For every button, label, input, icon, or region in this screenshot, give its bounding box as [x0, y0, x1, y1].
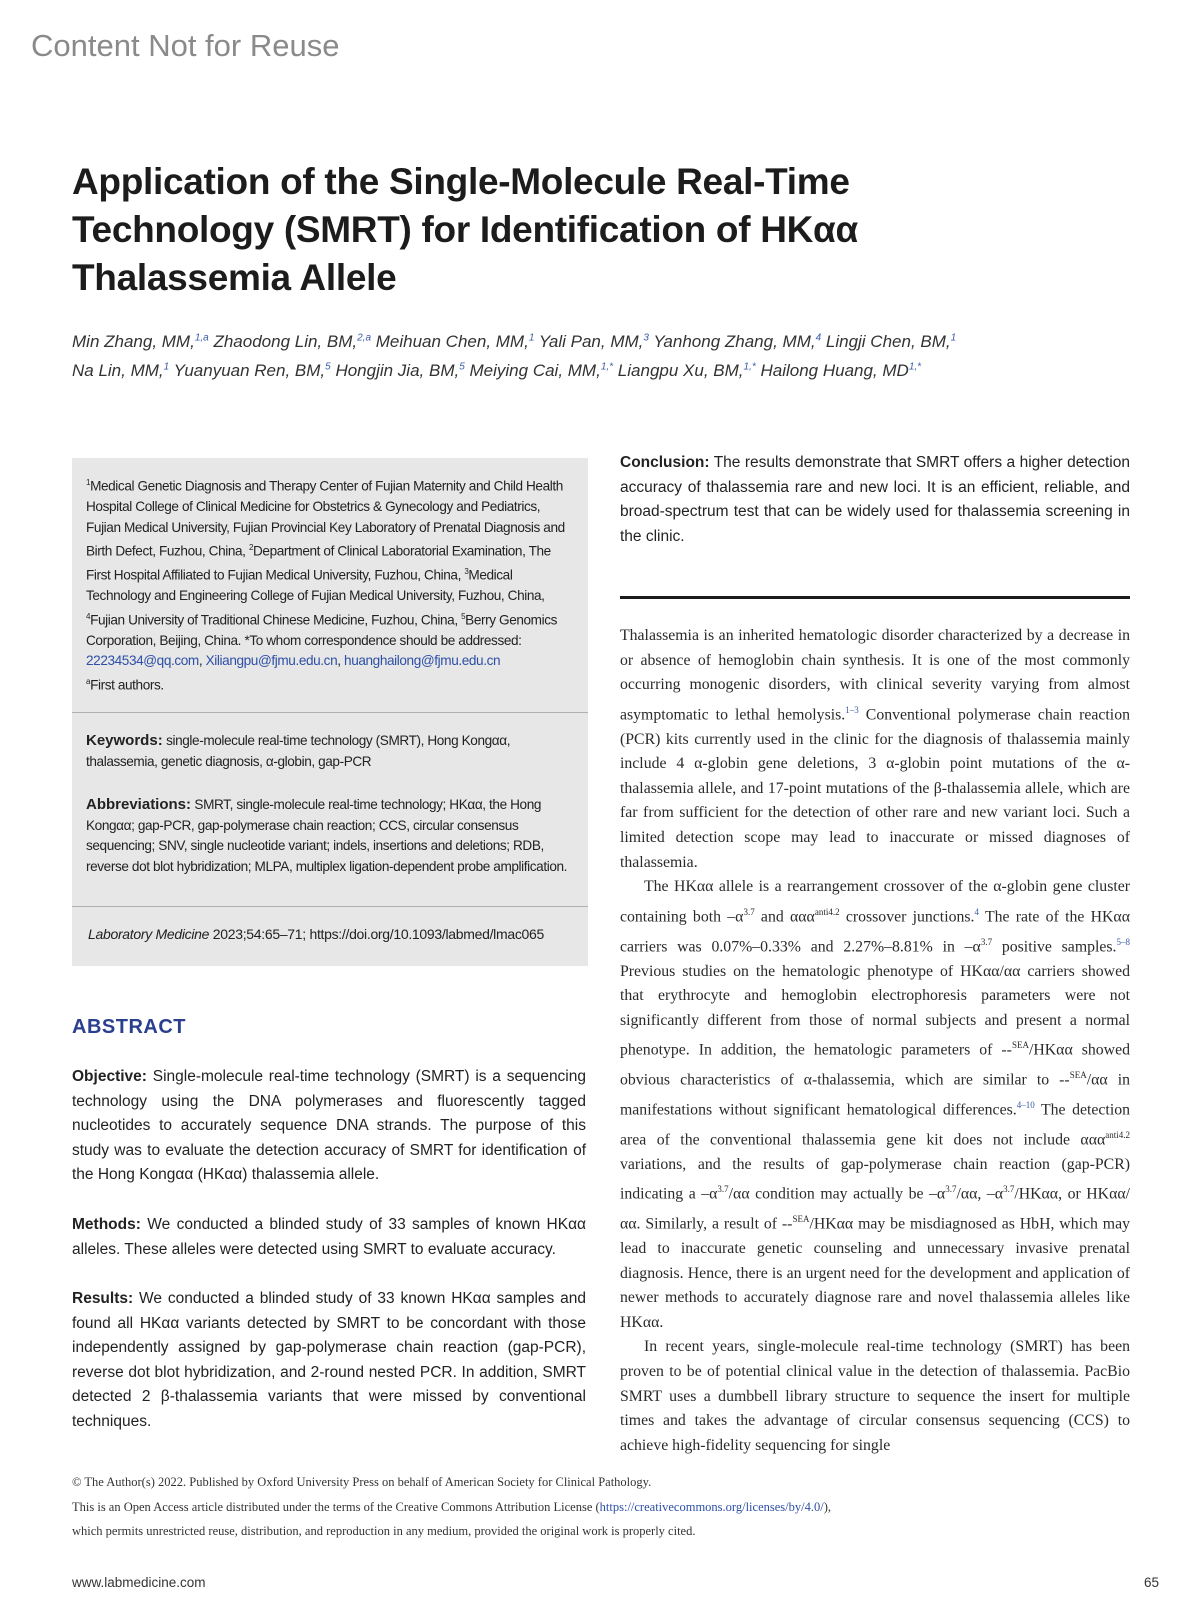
info-divider: [72, 906, 588, 907]
author: Liangpu Xu, BM,$^{1,*}$: [617, 361, 756, 381]
author-list: [72, 325, 1132, 384]
abstract-methods: Methods: We conducted a blinded study of 33 samples of known HKαα alleles. These alleles were detected using SMRT to evaluate accuracy.: [72, 1216, 586, 1258]
author: Yuanyuan Ren, BM,$^5$: [173, 361, 331, 381]
watermark: Content Not for Reuse: [31, 28, 340, 63]
author: Meiying Cai, MM,$^{1,*}$: [469, 361, 614, 381]
author: Yanhong Zhang, MM,$^4$: [653, 331, 822, 351]
author: Na Lin, MM,$^1$: [72, 361, 170, 381]
abstract-objective: Objective: Single-molecule real-time technology (SMRT) is a sequencing technology using the DNA polymerases and fluorescently tagged nucleotides to accurately sequence DNA strands. The purpose of this study was to evaluate the detection accuracy of SMRT for identification of the Hong Kongαα (HKαα) thalassemia allele.: [72, 1068, 586, 1184]
abbreviations: Abbreviations: SMRT, single-molecule real-time technology; HKαα, the Hong Kongαα; gap-PCR, gap-polymerase chain reaction; CCS, circular consensus sequencing; SNV, single nucleotide variant; indels, insertions and deletions; RDB, reverse dot blot hybridization; MLPA, multiplex ligation-dependent probe amplification.: [86, 796, 568, 874]
email-link[interactable]: huanghailong@fjmu.edu.cn: [344, 653, 501, 669]
page-number: 65: [1144, 1575, 1160, 1590]
section-rule: [620, 596, 1130, 599]
citation: Laboratory Medicine 2023;54:65–71; https://doi.org/10.1093/labmed/lmac065: [88, 926, 544, 942]
journal-website: www.labmedicine.com: [72, 1575, 206, 1590]
author: Hailong Huang, $MD^{1,*}$: [760, 361, 922, 381]
body-text: [620, 624, 1130, 1458]
author: Hongjin Jia, BM,$^5$: [335, 361, 465, 381]
copyright-note: © The Author(s) 2022. Published by Oxford University Press on behalf of American Society for Clinical Pathology. This is an Open Access article distributed under the terms of the Creative Commons Attribution License (https://creativecommons.org/licenses/by/4.0/), which permits unrestricted reuse, distribution, and reproduction in any medium, provided the original work is properly cited.: [72, 1475, 831, 1538]
affiliations: $^1$Medical Genetic Diagnosis and Therapy Center of Fujian Maternity and Child Health Hospital College of Clinical Medicine for Obstetrics & Gynecology and Pediatrics, Fujian Medical University, Fujian Provincial Key Laboratory of Prenatal Diagnosis and Birth Defect, Fuzhou, China, $^2$Department of Clinical Laboratorial Examination, The First Hospital Affiliated to Fujian Medical University, Fuzhou, China, $^3$Medical Technology and Engineering College of Fujian Medical University, Fuzhou, China, $^4$Fujian University of Traditional Chinese Medicine, Fuzhou, China, $^5$Berry Genomics Corporation, Beijing, China. *To whom correspondence should be addressed: 22234534@qq.com, Xiliangpu@fjmu.edu.cn, huanghailong@fjmu.edu.cn $^a$First authors.: [86, 478, 565, 693]
info-divider: [72, 712, 588, 713]
body-paragraph: Thalassemia is an inherited hematologic disorder characterized by a decrease in or absence of hemoglobin chain synthesis. It is one of the most commonly occurring monogenic disorders, with clinical severity varying from almost asymptomatic to lethal hemolysis.$^{1-3}$ Conventional polymerase chain reaction (PCR) kits currently used in the clinic for the diagnosis of thalassemia mainly include 4 α-globin gene deletions, 3 α-globin point mutations of the α-thalassemia allele, and 17-point mutations of the β-thalassemia allele, which are far from sufficient for the detection of other rare and new variant loci. Such a limited detection scope may lead to inaccurate or missed diagnoses of thalassemia.: [620, 627, 1130, 871]
author: Meihuan Chen, MM,$^1$: [375, 331, 535, 351]
license-link[interactable]: https://creativecommons.org/licenses/by/4.0/: [599, 1499, 824, 1514]
email-link[interactable]: 22234534@qq.com: [86, 653, 199, 669]
abstract-heading: ABSTRACT: [72, 1016, 186, 1038]
keywords: Keywords: single-molecule real-time technology (SMRT), Hong Kongαα, thalassemia, genetic diagnosis, α-globin, gap-PCR: [86, 732, 511, 769]
article-title: Application of the Single-Molecule Real-Time Technology (SMRT) for Identification of HKαα Thalassemia Allele: [72, 161, 858, 298]
author: Zhaodong Lin, BM,$^{2,a}$: [213, 331, 372, 351]
author: Yali Pan, MM,$^3$: [538, 331, 649, 351]
email-link[interactable]: Xiliangpu@fjmu.edu.cn: [205, 653, 338, 669]
body-paragraph: In recent years, single-molecule real-time technology (SMRT) has been proven to be of potential clinical value in the detection of thalassemia. PacBio SMRT uses a dumbbell library structure to sequence the insert for multiple times and takes the advantage of circular consensus sequencing (CCS) to achieve high-fidelity sequencing for single: [620, 1338, 1130, 1454]
author: Min Zhang, MM,$^{1,a}$: [72, 331, 209, 351]
abstract-conclusion: Conclusion: The results demonstrate that SMRT offers a higher detection accuracy of thalassemia rare and new loci. It is an efficient, reliable, and broad-spectrum test that can be widely used for thalassemia screening in the clinic.: [620, 454, 1130, 545]
abstract-results: Results: We conducted a blinded study of 33 known HKαα samples and found all HKαα variants detected by SMRT to be concordant with those independently assigned by gap-polymerase chain reaction (gap-PCR), reverse dot blot hybridization, and 2-round nested PCR. In addition, SMRT detected 2 β-thalassemia variants that were missed by conventional techniques.: [72, 1290, 586, 1430]
author: Lingji Chen, BM,$^1$: [825, 331, 957, 351]
body-paragraph: The HKαα allele is a rearrangement crossover of the α-globin gene cluster containing both $-\alpha^{3.7}$ and ααα$^{anti4.2}$ crossover junctions.$^4$ The rate of the HKαα carriers was 0.07%–0.33% and 2.27%–8.81% in $-\alpha^{3.7}$ positive samples.$^{5-8}$ Previous studies on the hematologic phenotype of HKαα/αα carriers showed that erythrocyte and hemoglobin electrophoresis parameters were not significantly different from those of normal subjects and present a normal phenotype. In addition, the hematologic parameters of --$^{SEA}$/HKαα showed obvious characteristics of α-thalassemia, which are similar to --$^{SEA}$/αα in manifestations without significant hematological differences.$^{4-10}$ The detection area of the conventional thalassemia gene kit does not include ααα$^{anti4.2}$ variations, and the results of gap-polymerase chain reaction (gap-PCR) indicating a $-\alpha^{3.7}/\alpha\alpha$ condition may actually be $-\alpha^{3.7}/\alpha\alpha$, $-\alpha^{3.7}$/HKαα, or HKαα/αα. Similarly, a result of --$^{SEA}$/HKαα may be misdiagnosed as HbH, which may lead to inaccurate genetic counseling and unnecessary invasive prenatal diagnosis. Hence, there is an urgent need for the development and application of newer methods to accurately diagnose rare and novel thalassemia alleles like HKαα.: [620, 878, 1131, 1331]
